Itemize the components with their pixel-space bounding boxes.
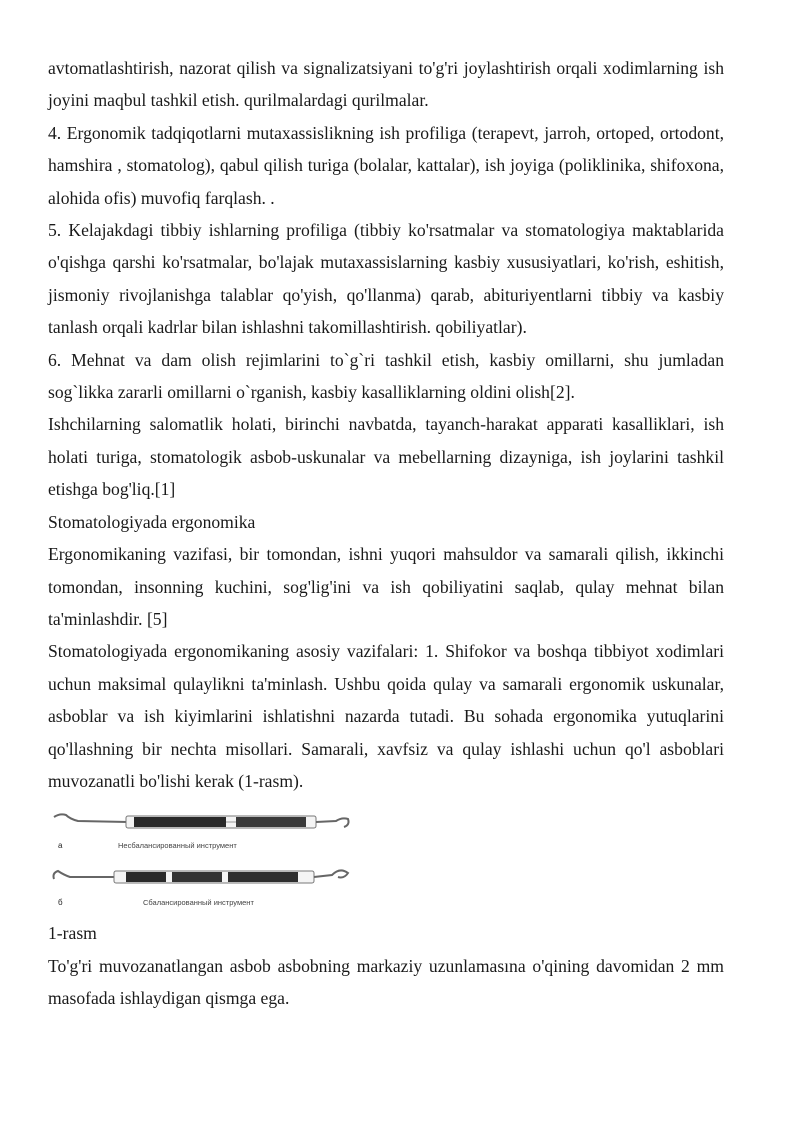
instrument-illustration: [48, 803, 358, 913]
paragraph-main-tasks: Stomatologiyada ergonomikaning asosiy vazifalari: 1. Shifokor va boshqa tibbiyot xodimlari uchun maksimal qulaylikni ta'minlash. Ushbu qoida qulay va samarali ergonomik uskunalar, asboblar va ish kiyimlarini ishlatishni nazarda tutadi. Bu sohada ergonomika yutuqlarini qo'llashning bir nechta misollari. Samarali, xavfsiz va qulay ishlashi uchun qo'l asboblari muvozanatli bo'lishi kerak (1-rasm).: [48, 641, 724, 791]
figure-label-b: б: [58, 898, 63, 908]
paragraph-item-6: 6. Mehnat va dam olish rejimlarini to`g`ri tashkil etish, kasbiy omillarni, shu jumladan sog`likka zararli omillarni o`rganish, kasbiy kasalliklarning oldini olish[2].: [48, 349, 724, 403]
paragraph-worker-health: Ishchilarning salomatlik holati, birinchi navbatda, tayanch-harakat apparati kasalliklari, ish holati turiga, stomatologik asbob-uskunalar va mebellarning dizayniga, ish joylarini tashkil etishga bog'liq.[1]: [48, 414, 724, 500]
figure-caption-b: Сбалансированный инструмент: [143, 898, 254, 908]
paragraph-workplace-automation: avtomatlashtirish, nazorat qilish va signalizatsiyani to'g'ri joylashtirish orqali xodimlarning ish joyini maqbul tashkil etish. qurilmalardagi qurilmalar.: [48, 58, 724, 111]
paragraph-ergonomics-task: Ergonomikaning vazifasi, bir tomondan, ishni yuqori mahsuldor va samarali qilish, ikkinchi tomondan, insonning kuchini, sog'lig'ini va ish qobiliyatini saqlab, qulay mehnat bilan ta'minlashdir. [5]: [48, 544, 724, 629]
section-heading: Stomatologiyada ergonomika: [48, 511, 256, 532]
figure-caption: 1-rasm: [48, 923, 97, 944]
document-page: [48, 52, 724, 1015]
figure-label-a: а: [58, 841, 63, 851]
paragraph-item-4: 4. Ergonomik tadqiqotlarni mutaxassislikning ish profiliga (terapevt, jarroh, ortoped, ortodont, hamshira , stomatolog), qabul qilish turiga (bolalar, kattalar), ish joyiga (poliklinika, shifoxona, alohida ofis) muvofiq farqlash. .: [48, 122, 724, 208]
figure-caption-a: Несбалансированный инструмент: [118, 841, 237, 851]
balanced-instrument-drawing: [54, 871, 349, 884]
paragraph-item-5: 5. Kelajakdagi tibbiy ishlarning profiliga (tibbiy ko'rsatmalar va stomatologiya maktablarida o'qishga qarshi ko'rsatmalar, bo'lajak mutaxassislarning kasbiy xususiyatlari, ko'rish, eshitish, jismoniy rivojlanishga talablar qo'yish, qo'llanma) qarab, abituriyentlarni tibbiy va kasbiy tanlash orqali kadrlar bilan ishlashni takomillashtirish. qobiliyatlar).: [48, 220, 724, 338]
paragraph-balanced-instrument: To'g'ri muvozanatlangan asbob asbobning markaziy uzunlamasına o'qining davomidan 2 mm masofada ishlaydigan qismga ega.: [48, 955, 724, 1009]
figure-instruments: [48, 803, 358, 913]
unbalanced-instrument-drawing: [54, 815, 349, 829]
